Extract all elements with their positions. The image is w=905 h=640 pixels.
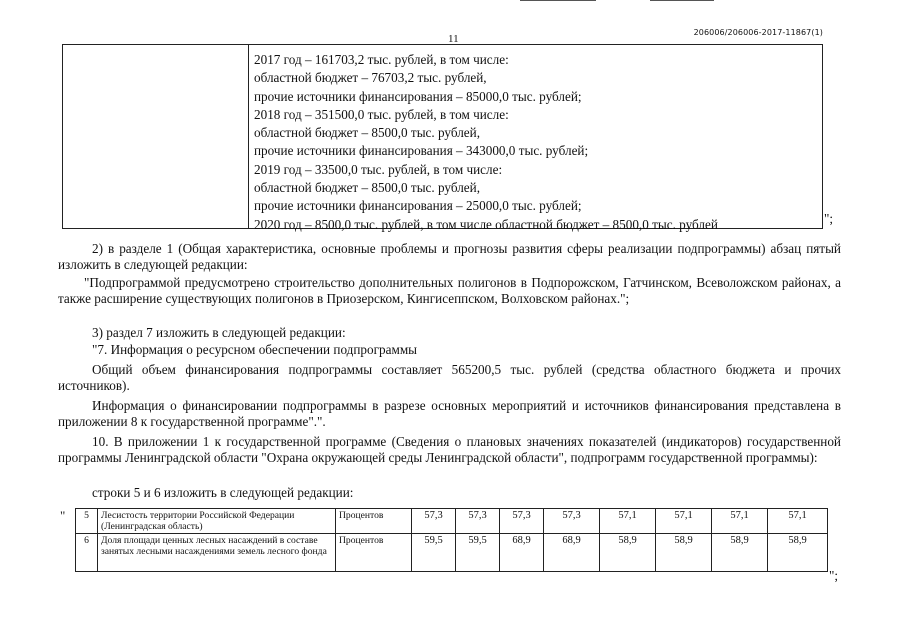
financing-line: прочие источники финансирования – 25000,0 тыс. рублей;	[254, 198, 582, 214]
table-row	[76, 534, 828, 572]
indicator-value: 57,3	[456, 509, 500, 534]
document-id: 206006/206006-2017-11867(1)	[693, 28, 823, 37]
financing-line: областной бюджет – 8500,0 тыс. рублей,	[254, 125, 481, 141]
financing-line: 2020 год – 8500,0 тыс. рублей, в том числе областной бюджет – 8500,0 тыс. рублей	[254, 216, 718, 232]
row-number: 5	[76, 509, 98, 534]
indicator-value: 57,1	[656, 509, 712, 534]
paragraph-total-financing: Общий объем финансирования подпрограммы составляет 565200,5 тыс. рублей (средства областного бюджета и прочих источников).	[58, 362, 841, 393]
indicator-value: 57,3	[544, 509, 600, 534]
indicator-value: 68,9	[544, 534, 600, 572]
unit-of-measure: Процентов	[336, 509, 412, 534]
financing-line: прочие источники финансирования – 85000,0 тыс. рублей;	[254, 88, 582, 104]
paragraph-section7-heading: "7. Информация о ресурсном обеспечении подпрограммы	[92, 342, 418, 357]
financing-line: областной бюджет – 76703,2 тыс. рублей,	[254, 70, 487, 86]
page-number: 11	[448, 33, 459, 45]
paragraph-rows-amendment: строки 5 и 6 изложить в следующей редакции:	[92, 485, 354, 500]
indicator-name: Лесистость территории Российской Федерации (Ленинградская область)	[98, 509, 336, 534]
table-row	[76, 509, 828, 534]
indicator-value: 58,9	[656, 534, 712, 572]
financing-line: 2017 год – 161703,2 тыс. рублей, в том числе:	[254, 52, 509, 67]
table-opening-quote: "	[60, 508, 66, 523]
unit-of-measure: Процентов	[336, 534, 412, 572]
table-closing-quote: ";	[829, 568, 839, 583]
indicator-name: Доля площади ценных лесных насаждений в составе занятых лесными насаждениями земель лесного фонда	[98, 534, 336, 572]
indicator-value: 59,5	[412, 534, 456, 572]
financing-line: областной бюджет – 8500,0 тыс. рублей,	[254, 180, 481, 196]
top-rule-right	[650, 0, 714, 1]
financing-line: 2018 год – 351500,0 тыс. рублей, в том числе:	[254, 106, 509, 122]
paragraph-annex1-amendment: 10. В приложении 1 к государственной программе (Сведения о плановых значениях показателей (индикаторов) государственной программы Ленинградской области "Охрана окружающей среды Ленинградской области", подпрограмм государственной программы):	[58, 434, 841, 465]
paragraph-section7-amendment: 3) раздел 7 изложить в следующей редакции:	[92, 325, 346, 340]
indicator-table	[75, 508, 828, 572]
indicator-value: 68,9	[500, 534, 544, 572]
paragraph-subprogram-quote: "Подпрограммой предусмотрено строительство дополнительных полигонов в Подпорожском, Гатчинском, Всеволожском районах, а также расширение существующих полигонов в Приозерском, Кингисеппском, Волховском районах.";	[58, 275, 841, 306]
indicator-value: 58,9	[712, 534, 768, 572]
financing-table	[62, 44, 823, 232]
indicator-value: 57,1	[712, 509, 768, 534]
indicator-value: 58,9	[600, 534, 656, 572]
indicator-value: 57,1	[600, 509, 656, 534]
paragraph-section1-amendment: 2) в разделе 1 (Общая характеристика, основные проблемы и прогнозы развития сферы реализации подпрограммы) абзац пятый изложить в следующей редакции:	[58, 241, 841, 272]
financing-line: 2019 год – 33500,0 тыс. рублей, в том числе:	[254, 161, 503, 177]
row-number: 6	[76, 534, 98, 572]
indicator-value: 57,1	[768, 509, 828, 534]
top-rule-left	[520, 0, 596, 1]
financing-closing-quote: ";	[824, 211, 834, 226]
indicator-value: 59,5	[456, 534, 500, 572]
indicator-value: 57,3	[412, 509, 456, 534]
financing-table-content	[254, 51, 718, 234]
paragraph-financing-annex: Информация о финансировании подпрограммы в разрезе основных мероприятий и источников финансирования представлена в приложении 8 к государственной программе".".	[58, 398, 841, 429]
financing-table-label-cell	[63, 45, 249, 228]
indicator-value: 58,9	[768, 534, 828, 572]
indicator-value: 57,3	[500, 509, 544, 534]
financing-line: прочие источники финансирования – 343000,0 тыс. рублей;	[254, 143, 589, 159]
